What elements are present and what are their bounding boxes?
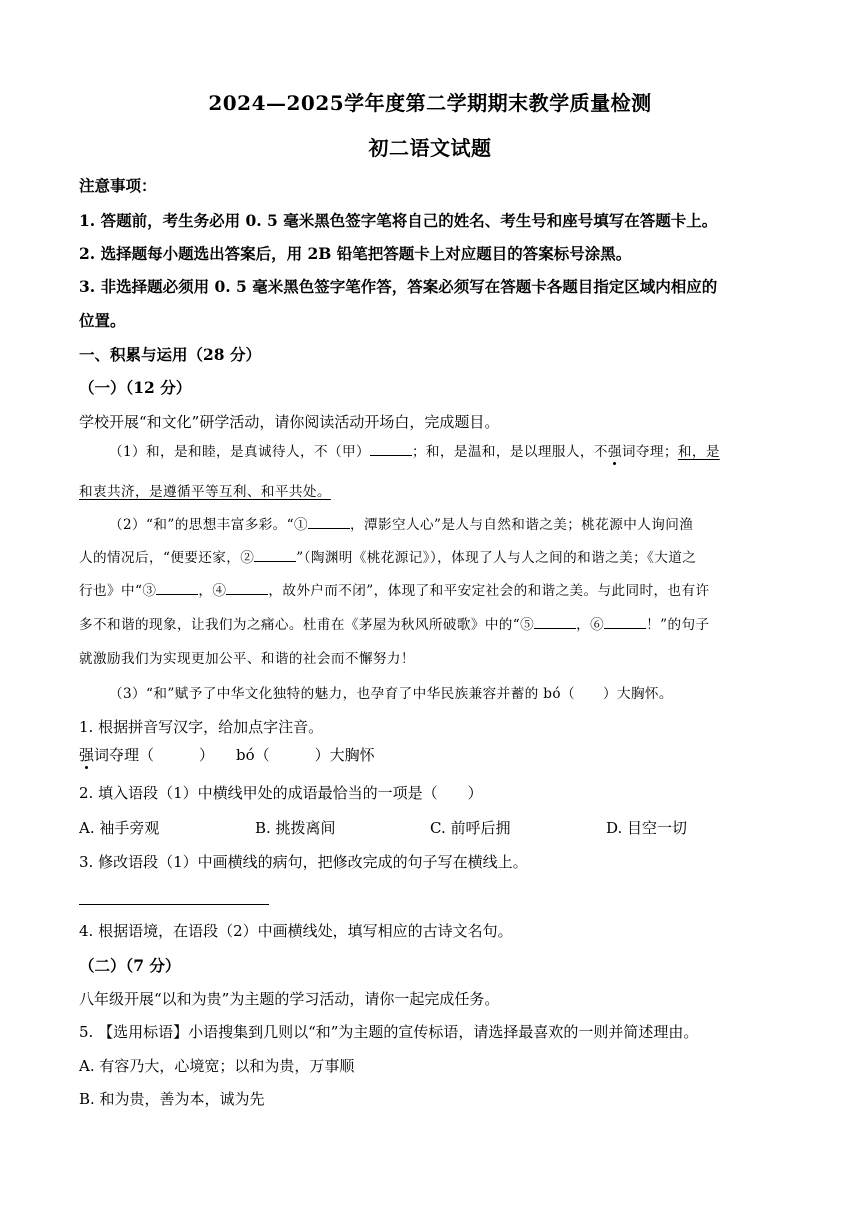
blank-4 — [226, 580, 268, 595]
blank-1 — [308, 514, 350, 529]
p2-l1a: （2）“和”的思想丰富多彩。“① — [109, 517, 309, 533]
question-5: 5. 【选用标语】小语搜集到几则以“和”为主题的宣传标语，请选择最喜欢的一则并简述理由。 — [79, 1023, 699, 1041]
q3-answer-line[interactable] — [79, 904, 269, 905]
q2-option-d: D. 目空一切 — [606, 819, 688, 837]
q1-dotted-char: 强 — [79, 746, 95, 764]
underlined-sentence-part2: 和衷共济，是遵循平等互利、和平共处。 — [79, 484, 331, 500]
q2-option-b: B. 挑拨离间 — [255, 819, 336, 837]
note-1: 1. 答题前，考生务必用 0. 5 毫米黑色签字笔将自己的姓名、考生号和座号填写在答题卡上。 — [79, 211, 718, 230]
blank-2 — [254, 547, 296, 562]
underlined-sentence-part1: 和，是 — [677, 444, 720, 460]
note-3-line1: 3. 非选择题必须用 0. 5 毫米黑色签字笔作答，答案必须写在答题卡各题目指定区域内相应的 — [79, 277, 718, 296]
paragraph-1-line2 — [79, 481, 779, 503]
question-2: 2. 填入语段（1）中横线甲处的成语最恰当的一项是（ ） — [79, 784, 483, 802]
note-3-line2: 位置。 — [79, 311, 126, 330]
paragraph-3: （3）“和”赋予了中华文化独特的魅力，也孕育了中华民族兼容并蓄的 bó（ ）大胸怀。 — [109, 686, 673, 702]
q1-item-a — [79, 744, 214, 766]
paragraph-2-line5: 就激励我们为实现更加公平、和谐的社会而不懈努力！ — [79, 651, 415, 667]
slogan-option-b: B. 和为贵，善为本，诚为先 — [79, 1090, 265, 1108]
paragraph-2-line4 — [79, 614, 779, 636]
dotted-char: 强 — [607, 444, 622, 460]
p2-l4b: ，⑥ — [576, 617, 605, 633]
q1-item-b: bó（ ）大胸怀 — [236, 746, 375, 764]
note-2: 2. 选择题每小题选出答案后，用 2B 铅笔把答题卡上对应题目的答案标号涂黑。 — [79, 244, 632, 263]
p2-l3c: ，故外户而不闭”，体现了和平安定社会的和谐之美。与此同时，也有许 — [268, 583, 710, 599]
part2-heading: （二）（7 分） — [79, 956, 181, 975]
p2-l2b: ”（陶渊明《桃花源记》），体现了人与人之间的和谐之美；《大道之 — [296, 550, 697, 566]
slogan-option-a: A. 有容乃大，心境宽；以和为贵，万事顺 — [79, 1057, 355, 1075]
paragraph-2-line2 — [79, 547, 779, 569]
blank-3 — [156, 580, 198, 595]
p1-text-a: （1）和，是和睦，是真诚待人，不（甲） — [109, 444, 370, 460]
blank-jia — [370, 441, 412, 456]
blank-5 — [534, 614, 576, 629]
blank-6 — [604, 614, 646, 629]
question-1: 1. 根据拼音写汉字，给加点字注音。 — [79, 718, 324, 736]
paragraph-1-line1 — [109, 441, 809, 463]
p2-l2a: 人的情况后，“便要还家，② — [79, 550, 255, 566]
p2-l1b: ，潭影空人心”是人与自然和谐之美；桃花源中人询问渔 — [350, 517, 694, 533]
p1-text-c: 词夺理； — [621, 444, 678, 460]
paragraph-2-line3 — [79, 580, 779, 602]
p2-l3a: 行也》中“③ — [79, 583, 157, 599]
part1-intro: 学校开展“和文化”研学活动，请你阅读活动开场白，完成题目。 — [79, 413, 500, 431]
question-4: 4. 根据语境，在语段（2）中画横线处，填写相应的古诗文名句。 — [79, 922, 513, 940]
p2-l3b: ，④ — [198, 583, 227, 599]
part2-intro: 八年级开展“以和为贵”为主题的学习活动，请你一起完成任务。 — [79, 990, 500, 1008]
q2-option-c: C. 前呼后拥 — [430, 819, 511, 837]
notes-heading: 注意事项： — [79, 176, 157, 195]
exam-title: 2024—2025学年度第二学期期末教学质量检测 — [208, 91, 652, 115]
part1-heading: （一）（12 分） — [79, 378, 192, 397]
question-3: 3. 修改语段（1）中画横线的病句，把修改完成的句子写在横线上。 — [79, 853, 528, 871]
exam-subtitle: 初二语文试题 — [368, 136, 492, 160]
paragraph-2-line1 — [109, 514, 809, 536]
section1-heading: 一、积累与运用（28 分） — [79, 345, 261, 364]
p2-l4c: ！”的句子 — [646, 617, 710, 633]
p2-l4: 多不和谐的现象，让我们为之痛心。杜甫在《茅屋为秋风所破歌》中的“⑤ — [79, 617, 535, 633]
q1-item-a-text: 词夺理（ ） — [94, 746, 215, 764]
q2-option-a: A. 袖手旁观 — [79, 819, 160, 837]
p1-text-b: ；和，是温和，是以理服人，不 — [411, 444, 608, 460]
